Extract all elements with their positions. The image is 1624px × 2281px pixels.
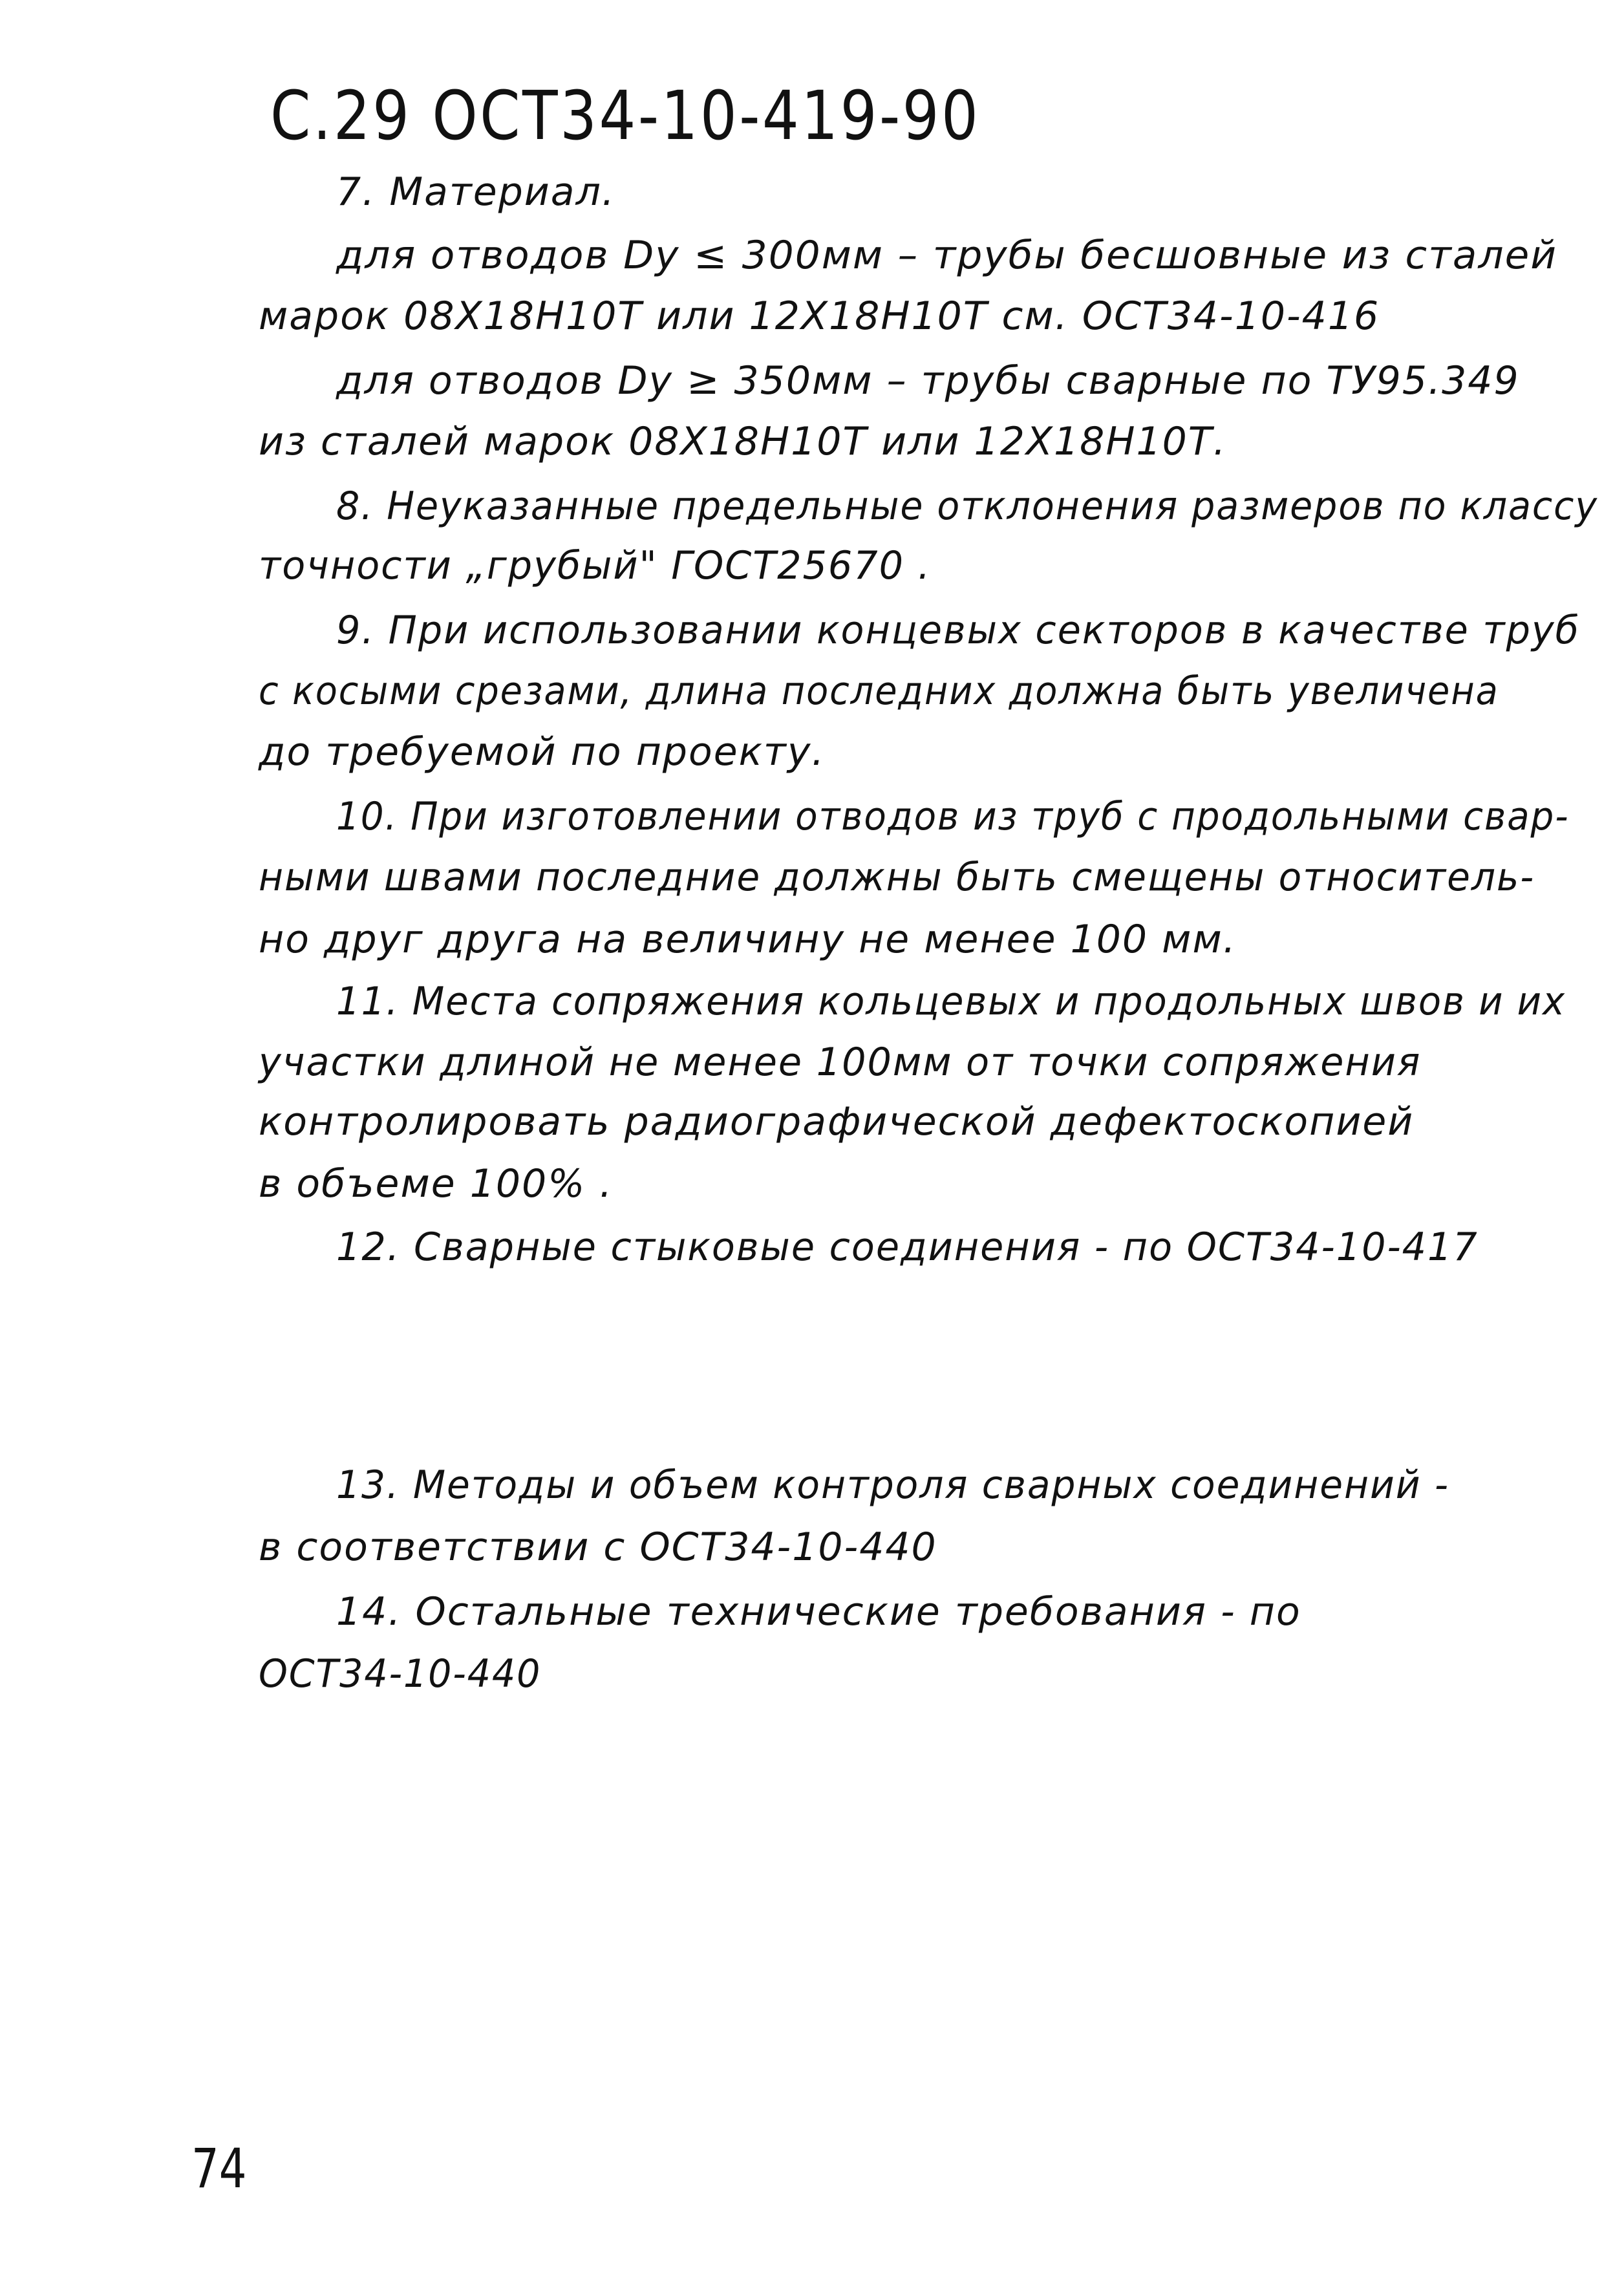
material-line-3: для отводов Dу ≥ 350мм – трубы сварные по ТУ95.349: [336, 358, 1520, 403]
paragraph-14-line-2: ОСТ34-10-440: [259, 1651, 542, 1697]
paragraph-11-line-3: контролировать радиографической дефектоскопией: [259, 1099, 1415, 1144]
paragraph-13-line-2: в соответствии с ОСТ34-10-440: [259, 1525, 937, 1570]
paragraph-9-line-3: до требуемой по проекту.: [259, 729, 826, 775]
material-line-4: из сталей марок 08Х18Н10Т или 12Х18Н10Т.: [259, 419, 1227, 464]
page-number: 74: [191, 2137, 247, 2200]
paragraph-11-line-2: участки длиной не менее 100мм от точки сопряжения: [259, 1040, 1422, 1085]
paragraph-12-line-1: 12. Сварные стыковые соединения - по ОСТ34-10-417: [336, 1225, 1479, 1270]
paragraph-7-heading: 7. Материал.: [336, 169, 615, 215]
paragraph-10-line-2: ными швами последние должны быть смещены относитель-: [259, 855, 1535, 900]
paragraph-9-line-2: с косыми срезами, длина последних должна быть увеличена: [259, 669, 1499, 714]
paragraph-13-line-1: 13. Методы и объем контроля сварных соединений -: [336, 1462, 1449, 1508]
paragraph-10-line-3: но друг друга на величину не менее 100 мм.: [259, 917, 1237, 962]
document-reference-header: С.29 ОСТ34-10-419-90: [270, 76, 981, 155]
paragraph-8-line-1: 8. Неуказанные предельные отклонения размеров по классу: [336, 484, 1599, 529]
material-line-1: для отводов Dу ≤ 300мм – трубы бесшовные из сталей: [336, 233, 1558, 278]
paragraph-10-line-1: 10. При изготовлении отводов из труб с продольными свар-: [336, 794, 1570, 839]
paragraph-8-line-2: точности „грубый" ГОСТ25670 .: [259, 543, 932, 588]
paragraph-11-line-4: в объеме 100% .: [259, 1161, 614, 1206]
material-line-2: марок 08Х18Н10Т или 12Х18Н10Т см. ОСТ34-10-416: [259, 294, 1380, 339]
paragraph-11-line-1: 11. Места сопряжения кольцевых и продольных швов и их: [336, 979, 1566, 1024]
paragraph-14-line-1: 14. Остальные технические требования - по: [336, 1589, 1301, 1634]
paragraph-9-line-1: 9. При использовании концевых секторов в качестве труб: [336, 608, 1580, 653]
